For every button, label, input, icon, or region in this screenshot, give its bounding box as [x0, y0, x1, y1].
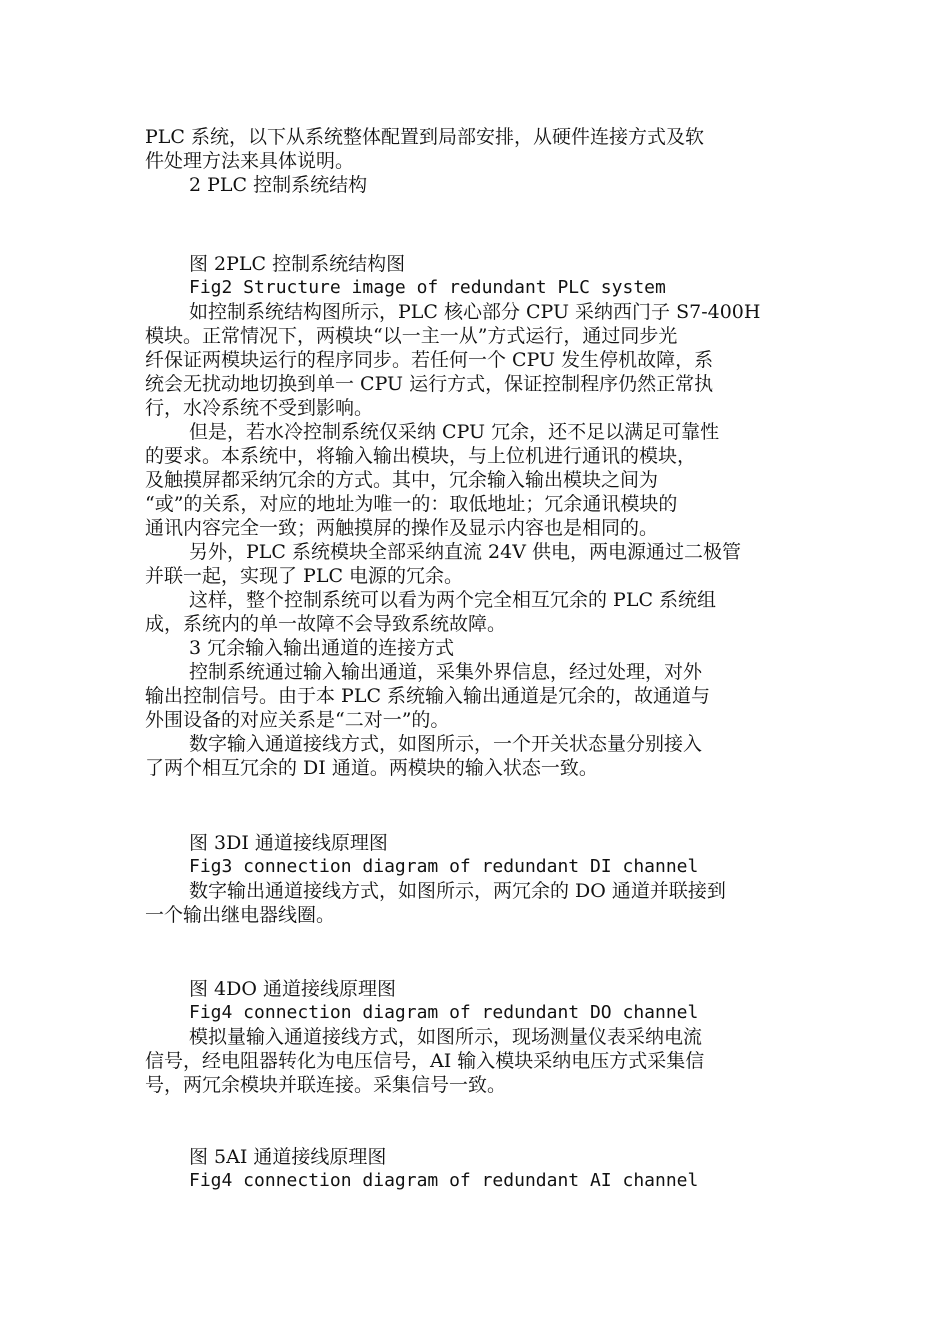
figure-caption-en: Fig4 connection diagram of redundant DO channel	[189, 1002, 699, 1023]
paragraph-line: 号，两冗余模块并联连接。采集信号一致。	[145, 1074, 507, 1096]
figure-caption-en: Fig3 connection diagram of redundant DI channel	[189, 856, 699, 877]
figure-caption-en: Fig4 connection diagram of redundant AI channel	[189, 1170, 699, 1191]
section-heading: 2 PLC 控制系统结构	[189, 174, 368, 196]
paragraph-line: 输出控制信号。由于本 PLC 系统输入输出通道是冗余的，故通道与	[145, 685, 711, 707]
paragraph-line: 统会无扰动地切换到单一 CPU 运行方式，保证控制程序仍然正常执	[145, 373, 714, 395]
paragraph-line: 外围设备的对应关系是“二对一”的。	[145, 709, 450, 731]
paragraph-line: 件处理方法来具体说明。	[145, 150, 355, 172]
paragraph-line: 数字输入通道接线方式，如图所示，一个开关状态量分别接入	[189, 733, 703, 755]
paragraph-line: 数字输出通道接线方式，如图所示，两冗余的 DO 通道并联接到	[189, 880, 726, 902]
paragraph-line: 纤保证两模块运行的程序同步。若任何一个 CPU 发生停机故障，系	[145, 349, 714, 371]
paragraph-line: 信号，经电阻器转化为电压信号，AI 输入模块采纳电压方式采集信	[145, 1050, 705, 1072]
paragraph-line: 行，水冷系统不受到影响。	[145, 397, 374, 419]
figure-caption-cn: 图 4DO 通道接线原理图	[189, 978, 396, 1000]
document-body	[145, 125, 810, 1193]
figure-caption-cn: 图 2PLC 控制系统结构图	[189, 253, 406, 275]
paragraph-line: 但是，若水冷控制系统仅采纳 CPU 冗余，还不足以满足可靠性	[189, 421, 720, 443]
paragraph-line: 如控制系统结构图所示，PLC 核心部分 CPU 采纳西门子 S7-400H	[189, 301, 761, 323]
paragraph-line: 这样，整个控制系统可以看为两个完全相互冗余的 PLC 系统组	[189, 589, 717, 611]
paragraph-line: 另外，PLC 系统模块全部采纳直流 24V 供电，两电源通过二极管	[189, 541, 741, 563]
paragraph-line: 一个输出继电器线圈。	[145, 904, 336, 926]
figure-caption-en: Fig2 Structure image of redundant PLC system	[189, 277, 666, 298]
paragraph-line: 并联一起，实现了 PLC 电源的冗余。	[145, 565, 464, 587]
figure-caption-cn: 图 3DI 通道接线原理图	[189, 832, 388, 854]
paragraph-line: 模块。正常情况下，两模块“以一主一从”方式运行，通过同步光	[145, 325, 678, 347]
paragraph-line: 控制系统通过输入输出通道，采集外界信息，经过处理，对外	[189, 661, 703, 683]
paragraph-line: PLC 系统，以下从系统整体配置到局部安排，从硬件连接方式及软	[145, 126, 704, 148]
paragraph-line: 及触摸屏都采纳冗余的方式。其中，冗余输入输出模块之间为	[145, 469, 659, 491]
paragraph-line: 了两个相互冗余的 DI 通道。两模块的输入状态一致。	[145, 757, 598, 779]
paragraph-line: 成，系统内的单一故障不会导致系统故障。	[145, 613, 507, 635]
paragraph-line: “或”的关系，对应的地址为唯一的：取低地址；冗余通讯模块的	[145, 493, 678, 515]
paragraph-line: 通讯内容完全一致；两触摸屏的操作及显示内容也是相同的。	[145, 517, 659, 539]
paragraph-line: 的要求。本系统中，将输入输出模块，与上位机进行通讯的模块，	[145, 445, 697, 467]
figure-caption-cn: 图 5AI 通道接线原理图	[189, 1146, 387, 1168]
paragraph-line: 模拟量输入通道接线方式，如图所示，现场测量仪表采纳电流	[189, 1026, 703, 1048]
section-heading: 3 冗余输入输出通道的连接方式	[189, 637, 455, 659]
